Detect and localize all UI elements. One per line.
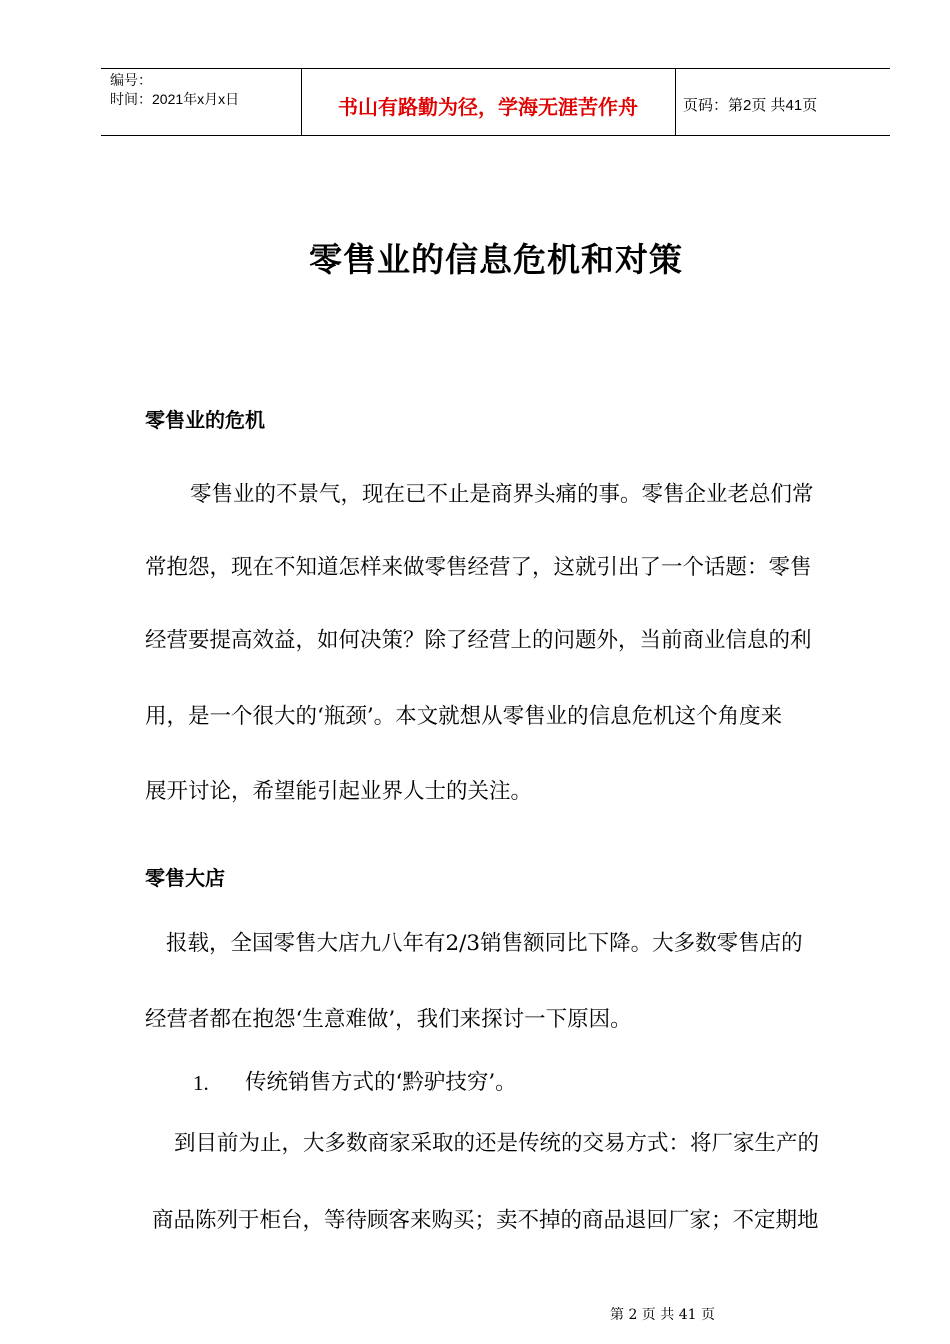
paragraph-line: 零售业的不景气，现在已不止是商界头痛的事。零售企业老总们常	[190, 482, 814, 507]
document-title: 零售业的信息危机和对策	[309, 240, 683, 279]
header-divider-right	[675, 69, 676, 135]
paragraph-line: 报载，全国零售大店九八年有2/3销售额同比下降。大多数零售店的	[166, 931, 803, 956]
section-heading-large-stores: 零售大店	[145, 866, 225, 890]
list-item-text: 传统销售方式的‘黔驴技穷’。	[245, 1070, 517, 1095]
serial-number-label: 编号：	[110, 72, 152, 88]
header-motto: 书山有路勤为径，学海无涯苦作舟	[338, 95, 638, 119]
page-footer: 第 2 页 共 41 页	[610, 1307, 715, 1323]
header-info	[110, 71, 239, 109]
paragraph-line: 经营者都在抱怨‘生意难做’，我们来探讨一下原因。	[145, 1007, 632, 1032]
paragraph-line: 经营要提高效益，如何决策？除了经营上的问题外，当前商业信息的利	[145, 628, 812, 653]
paragraph-line: 用，是一个很大的‘瓶颈’。本文就想从零售业的信息危机这个角度来	[145, 704, 783, 729]
header-page-info: 页码：第2页 共41页	[683, 97, 818, 114]
paragraph-line: 商品陈列于柜台，等待顾客来购买；卖不掉的商品退回厂家；不定期地	[152, 1208, 819, 1233]
paragraph-line: 到目前为止，大多数商家采取的还是传统的交易方式：将厂家生产的	[174, 1131, 820, 1156]
list-item-number: 1.	[193, 1071, 209, 1095]
paragraph-line: 常抱怨，现在不知道怎样来做零售经营了，这就引出了一个话题：零售	[145, 555, 812, 580]
section-heading-crisis: 零售业的危机	[145, 408, 265, 432]
time-label: 时间：2021年x月x日	[110, 91, 240, 107]
header-table	[101, 68, 890, 136]
paragraph-line: 展开讨论，希望能引起业界人士的关注。	[145, 779, 533, 804]
